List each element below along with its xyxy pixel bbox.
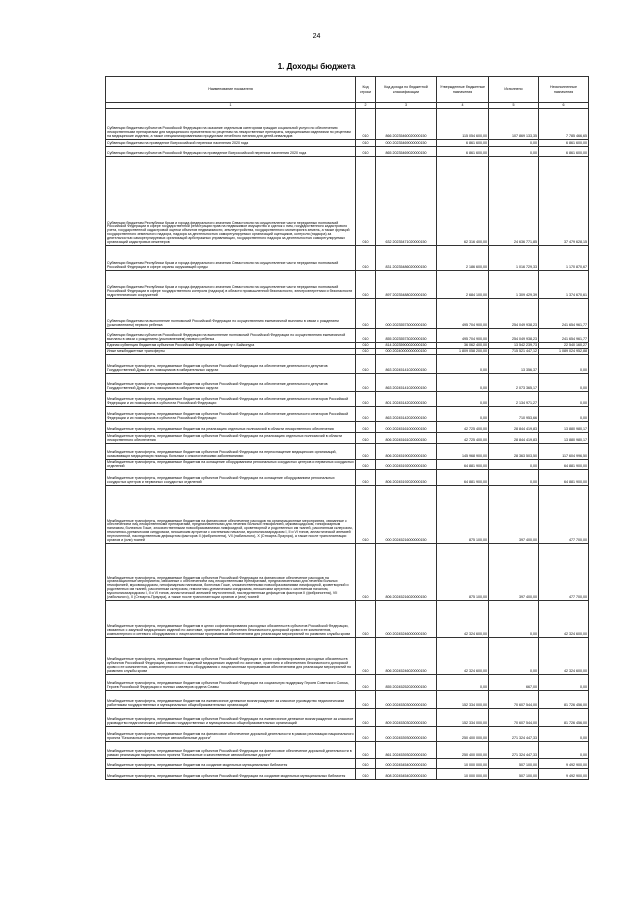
table-row [106,769,589,780]
row-executed: 28 844 419,83 [489,433,539,444]
row-approved: 42 725 400,00 [437,433,489,444]
row-name: Межбюджетные трансферты, передаваемые бюджетам на финансовое обеспечение расходов на организационные мероприятия, связанные с обеспечением лиц лекарственными препаратами, предназначенными для лечения больных гемофилией, муковисцидозом, гипофизарным нанизмом, болезнью Гоше, злокачественными новообразованиями лимфоидной, кроветворной и родственных им тканей, рассеянным склерозом, гемолитико-уремическим синдромом, юношеским артритом с системным началом, мукополисахаридозом I, II и VI типов, апластической анемией неуточненной, наследственным дефицитом факторов II (фибриногена), VII (лабильного), X (Стюарта-Прауэра), а также после трансплантации органов и (или) тканей [106,486,356,544]
row-approved: 495 704 900,00 [437,329,489,343]
row-approved: 1 809 058 200,00 [437,349,489,355]
row-executed: 507 100,00 [489,759,539,769]
row-line-code: 010 [356,727,376,742]
row-name: Единая субвенция бюджетам субъектов Российской Федерации и бюджету г. Байконура [106,343,356,349]
header-executed: Исполнено [489,77,539,103]
row-income-code: 000 20245216000000150 [376,486,437,544]
row-income-code: 000 20245192000000150 [376,460,437,470]
row-unexecuted: 13 880 980,17 [539,422,589,433]
row-line-code: 010 [356,544,376,601]
row-executed: 271 324 447,33 [489,742,539,759]
row-name: Межбюджетные трансферты, передаваемые бюджетам на создание модельных муниципальных библиотек [106,759,356,769]
row-unexecuted: 9 492 900,00 [539,769,589,780]
table-row [106,374,589,392]
row-name: Межбюджетные трансферты, передаваемые бюджетам субъектов Российской Федерации на реализацию отдельных полномочий в области лекарственного обеспечения [106,433,356,444]
row-approved: 42 324 600,00 [437,601,489,638]
column-number: 1 [106,103,356,109]
row-unexecuted: 9 492 900,00 [539,759,589,769]
row-executed: 0,00 [489,470,539,486]
row-line-code: 010 [356,769,376,780]
row-name: Субвенции бюджетам субъектов Российской Федерации на оказание отдельным категориям граждан социальной услуги по обеспечению лекарственными препаратами для медицинского применения по рецептам на лекарственные препараты, медицинскими изделиями по рецептам на медицинские изделия, а также специализированными продуктами лечебного питания для детей-инвалидов [106,109,356,140]
row-approved: 250 400 000,00 [437,727,489,742]
header-unexecuted: Неисполненные назначения [539,77,589,103]
table-row [106,299,589,329]
row-unexecuted: 477 700,00 [539,486,589,544]
row-approved: 64 881 900,00 [437,470,489,486]
row-line-code: 010 [356,147,376,157]
row-unexecuted: 0,00 [539,374,589,392]
row-approved: 250 400 000,00 [437,742,489,759]
row-unexecuted: 477 700,00 [539,544,589,601]
row-income-code: 865 20235469020000150 [376,147,437,157]
row-unexecuted: 0,00 [539,675,589,691]
row-income-code: 897 20235488020000150 [376,271,437,299]
table-row [106,544,589,601]
table-row [106,329,589,343]
row-line-code: 010 [356,246,376,271]
table-row [106,140,589,147]
row-approved: 10 000 000,00 [437,759,489,769]
row-unexecuted: 0,00 [539,355,589,374]
row-unexecuted: 64 881 900,00 [539,460,589,470]
table-row [106,109,589,140]
table-row [106,675,589,691]
row-executed: 0,00 [489,601,539,638]
column-number: 3 [376,103,437,109]
row-executed: 13 542 239,73 [489,343,539,349]
table-row [106,444,589,460]
row-name: Субвенции бюджетам Республики Крым и города федерального значения Севастополя на осуществление части переданных полномочий Российской Федерации в сфере охраны окружающей среды [106,246,356,271]
row-income-code: 000 20245454000000150 [376,759,437,769]
header-approved: Утвержденные бюджетные назначения [437,77,489,103]
row-income-code: 632 20235471020000150 [376,157,437,246]
row-line-code: 010 [356,601,376,638]
row-executed: 254 049 938,23 [489,329,539,343]
row-line-code: 010 [356,444,376,460]
row-income-code: 863 20245141020000150 [376,355,437,374]
table-row [106,157,589,246]
table-row [106,355,589,374]
row-unexecuted: 13 880 980,17 [539,433,589,444]
row-line-code: 010 [356,343,376,349]
row-income-code: 000 20240000000000150 [376,349,437,355]
table-row [106,691,589,709]
row-name: Субвенции бюджетам на проведение Всероссийской переписи населения 2020 года [106,140,356,147]
row-name: Межбюджетные трансферты, передаваемые бюджетам субъектов Российской Федерации на финансовое обеспечение расходов на организационные мероприятия, связанные с обеспечением лиц лекарственными препаратами, предназначенными для лечения больных гемофилией, муковисцидозом, гипофизарным нанизмом, болезнью Гоше, злокачественными новообразованиями лимфоидной, кроветворной и родственных им тканей, рассеянным склерозом, гемолитико-уремическим синдромом, юношеским артритом с системным началом, мукополисахаридозом I, II и VI типов, апластической анемией неуточненной, наследственным дефицитом факторов II (фибриногена), VII (лабильного), X (Стюарта-Прауэра), а также после трансплантации органов и (или) тканей [106,544,356,601]
row-name: Иные межбюджетные трансферты [106,349,356,355]
table-row [106,433,589,444]
row-line-code: 010 [356,742,376,759]
row-name: Субвенции бюджетам на выполнение полномочий Российской Федерации по осуществлению ежемесячной выплаты в связи с рождением (усыновлением) первого ребенка [106,299,356,329]
row-line-code: 010 [356,271,376,299]
row-approved: 2 186 600,00 [437,246,489,271]
row-unexecuted: 1 374 670,61 [539,271,589,299]
income-table [105,76,589,780]
row-income-code: 814 20235900020000150 [376,343,437,349]
row-approved: 6 861 600,00 [437,140,489,147]
table-row [106,709,589,727]
row-unexecuted: 0,00 [539,742,589,759]
row-executed: 2 134 971,27 [489,392,539,407]
table-row [106,486,589,544]
row-income-code: 000 20235573000000150 [376,299,437,329]
row-unexecuted: 6 861 600,00 [539,147,589,157]
row-income-code: 801 20245142020000150 [376,392,437,407]
table-row [106,727,589,742]
row-approved: 152 334 000,00 [437,691,489,709]
row-executed: 254 049 938,23 [489,299,539,329]
row-line-code: 010 [356,691,376,709]
row-line-code: 010 [356,422,376,433]
row-unexecuted: 117 604 996,50 [539,444,589,460]
row-approved: 10 000 000,00 [437,769,489,780]
table-row [106,271,589,299]
row-executed: 28 844 419,83 [489,422,539,433]
table-row [106,407,589,422]
row-unexecuted: 64 881 900,00 [539,470,589,486]
row-approved: 0,00 [437,675,489,691]
row-line-code: 010 [356,638,376,675]
row-unexecuted: 6 861 600,00 [539,140,589,147]
row-unexecuted: 81 726 456,00 [539,709,589,727]
row-line-code: 010 [356,157,376,246]
row-unexecuted: 241 654 961,77 [539,299,589,329]
table-row [106,742,589,759]
row-line-code: 010 [356,349,376,355]
row-unexecuted: 42 324 600,00 [539,638,589,675]
row-line-code: 010 [356,470,376,486]
row-executed: 397 400,00 [489,544,539,601]
row-executed: 0,00 [489,638,539,675]
row-name: Межбюджетные трансферты, передаваемые бюджетам субъектов Российской Федерации на оснащение оборудованием региональных сосудистых центров и первичных сосудистых отделений [106,470,356,486]
row-unexecuted: 37 479 628,15 [539,157,589,246]
row-unexecuted: 7 785 466,65 [539,109,589,140]
row-approved: 0,00 [437,407,489,422]
row-executed: 70 607 544,00 [489,691,539,709]
row-approved: 6 861 600,00 [437,147,489,157]
row-income-code: 855 20235573020000150 [376,329,437,343]
row-executed: 710 953,66 [489,407,539,422]
row-income-code: 863 20245141020000150 [376,374,437,392]
row-approved: 875 100,00 [437,486,489,544]
row-executed: 0,00 [489,147,539,157]
column-number: 5 [489,103,539,109]
row-name: Межбюджетные трансферты, передаваемые бюджетам субъектов Российской Федерации на обеспечение деятельности сенаторов Российской Федерации и их помощников в субъектах Российской Федерации [106,392,356,407]
header-line-code: Код строки [356,77,376,103]
row-name: Субвенции бюджетам субъектов Российской Федерации на выполнение полномочий Российской Федерации по осуществлению ежемесячной выплаты в связи с рождением (усыновлением) первого ребенка [106,329,356,343]
row-name: Межбюджетные трансферты, передаваемые бюджетам субъектов Российской Федерации на ежемесячное денежное вознаграждение за классное руководство педагогическим работникам государственных и муниципальных общеобразовательных организаций [106,709,356,727]
row-line-code: 010 [356,675,376,691]
column-number: 4 [437,103,489,109]
row-approved: 875 100,00 [437,544,489,601]
column-number: 6 [539,103,589,109]
table-row [106,392,589,407]
header-income-code: Код дохода по бюджетной классификации [376,77,437,103]
row-unexecuted: 22 540 160,27 [539,343,589,349]
row-approved: 62 316 400,00 [437,157,489,246]
row-approved: 0,00 [437,392,489,407]
row-executed: 667,00 [489,675,539,691]
row-name: Межбюджетные трансферты, передаваемые бюджетам субъектов Российской Федерации на переоснащение медицинских организаций, оказывающих медицинскую помощь больным с онкологическими заболеваниями [106,444,356,460]
table-row [106,470,589,486]
table-row [106,460,589,470]
row-approved: 42 725 400,00 [437,422,489,433]
row-name: Межбюджетные трансферты, передаваемые бюджетам на реализацию отдельных полномочий в области лекарственного обеспечения [106,422,356,433]
row-unexecuted: 1 089 024 952,88 [539,349,589,355]
row-income-code: 806 20245190020000150 [376,444,437,460]
row-approved: 145 968 900,00 [437,444,489,460]
row-income-code: 809 20245303020000150 [376,709,437,727]
row-income-code: 000 20245303000000150 [376,691,437,709]
row-unexecuted: 0,00 [539,407,589,422]
row-income-code: 806 20245192020000150 [376,470,437,486]
table-body [106,109,589,780]
table-header [106,77,589,109]
row-income-code: 000 20245393000000150 [376,727,437,742]
row-income-code: 000 20235469000000150 [376,140,437,147]
row-executed: 70 607 544,00 [489,709,539,727]
row-executed: 715 521 447,12 [489,349,539,355]
row-line-code: 010 [356,109,376,140]
row-line-code: 010 [356,140,376,147]
row-unexecuted: 0,00 [539,392,589,407]
row-name: Межбюджетные трансферты, передаваемые бюджетам на оснащение оборудованием региональных сосудистых центров и первичных сосудистых отделений [107,460,354,469]
row-line-code: 010 [356,407,376,422]
row-unexecuted: 0,00 [539,727,589,742]
header-name: Наименование показателя [106,77,356,103]
row-line-code: 010 [356,433,376,444]
row-income-code: 806 20245246020000150 [376,638,437,675]
row-name: Межбюджетные трансферты, передаваемые бюджетам субъектов Российской Федерации на обеспечение деятельности депутатов Государственной Думы и их помощников в избирательных округах [106,374,356,392]
row-name: Межбюджетные трансферты, передаваемые бюджетам в целях софинансирования расходных обязательств субъектов Российской Федерации, связанных с закупкой медицинских изделий по заготовке, хранению и обеспечению безопасности донорской крови и ее компонентов, компьютерного и сетевого оборудования с лицензионным программным обеспечением для реализации мероприятий по развитию службы крови [106,601,356,638]
row-name: Межбюджетные трансферты, передаваемые бюджетам субъектов Российской Федерации на обеспечение деятельности сенаторов Российской Федерации и их помощников в субъектах Российской Федерации [106,407,356,422]
table-row [106,422,589,433]
row-unexecuted: 1 170 870,67 [539,246,589,271]
row-unexecuted: 81 726 456,00 [539,691,589,709]
row-approved: 0,00 [437,374,489,392]
row-name: Субвенции бюджетам субъектов Российской Федерации на проведение Всероссийской переписи населения 2020 года [106,147,356,157]
row-approved: 0,00 [437,355,489,374]
row-executed: 271 324 447,33 [489,727,539,742]
table-row [106,601,589,638]
row-name: Межбюджетные трансферты, передаваемые бюджетам на ежемесячное денежное вознаграждение за классное руководство педагогическим работникам государственных и муниципальных общеобразовательных организаций [106,691,356,709]
row-income-code: 861 20245393020000150 [376,742,437,759]
row-unexecuted: 241 654 961,77 [539,329,589,343]
row-approved: 36 062 400,00 [437,343,489,349]
row-line-code: 010 [356,299,376,329]
column-number: 2 [356,103,376,109]
row-line-code: 010 [356,759,376,769]
row-executed: 0,00 [489,460,539,470]
table-row [106,759,589,769]
row-executed: 24 636 771,85 [489,157,539,246]
row-executed: 0,00 [489,140,539,147]
row-approved: 2 684 100,00 [437,271,489,299]
table-row [106,147,589,157]
row-name: Межбюджетные трансферты, передаваемые бюджетам субъектов Российской Федерации в целях софинансирования расходных обязательств субъектов Российской Федерации, связанных с закупкой медицинских изделий по заготовке, хранению и обеспечению безопасности донорской крови и ее компонентов, компьютерного и сетевого оборудования с лицензионным программным обеспечением для реализации мероприятий по развитию службы крови [106,638,356,675]
section-title: 1. Доходы бюджета [277,62,356,71]
row-income-code: 866 20235460020000150 [376,109,437,140]
page-number: 24 [312,33,321,40]
row-executed: 1 309 429,39 [489,271,539,299]
row-income-code: 000 20245161000000150 [376,422,437,433]
row-approved: 64 881 900,00 [437,460,489,470]
row-approved: 495 704 900,00 [437,299,489,329]
row-income-code: 831 20235486020000150 [376,246,437,271]
row-unexecuted: 42 324 600,00 [539,601,589,638]
row-name: Межбюджетные трансферты, передаваемые бюджетам на финансовое обеспечение дорожной деятельности в рамках реализации национального проекта "Безопасные и качественные автомобильные дороги" [106,727,356,742]
row-name: Межбюджетные трансферты, передаваемые бюджетам субъектов Российской Федерации на финансовое обеспечение дорожной деятельности в рамках реализации национального проекта "Безопасные и качественные автомобильные дороги" [106,742,356,759]
table-row [106,638,589,675]
income-table-container [105,76,588,780]
row-executed: 397 400,00 [489,486,539,544]
row-name: Субвенции бюджетам Республики Крым и города федерального значения Севастополя на осуществление части переданных полномочий Российской Федерации в сфере государственной регистрации прав на недвижимое имущество и сделок с ним, государственного кадастрового учета, государственной кадастровой оценки объектов недвижимости, землеустройства, государственного мониторинга земель, а также функций государственного земельного надзора, надзора за деятельностью саморегулируемых организаций оценщиков, контроля (надзора) за деятельностью саморегулируемых организаций арбитражных управляющих, государственного надзора за деятельностью саморегулируемых организаций кадастровых инженеров [106,157,356,246]
table-row [106,246,589,271]
row-executed: 107 869 133,35 [489,109,539,140]
row-name: Субвенции бюджетам Республики Крым и города федерального значения Севастополя на осуществление части переданных полномочий Российской Федерации в сфере государственного контроля (надзора) в области промышленной безопасности, электроэнергетики и безопасности гидротехнических сооружений [106,271,356,299]
row-line-code: 010 [356,374,376,392]
row-line-code: 010 [356,486,376,544]
row-income-code: 863 20245142020000150 [376,407,437,422]
row-line-code: 010 [356,355,376,374]
row-line-code: 010 [356,392,376,407]
row-executed: 507 100,00 [489,769,539,780]
row-line-code: 010 [356,709,376,727]
row-line-code: 010 [356,329,376,343]
row-executed: 13 356,37 [489,355,539,374]
row-approved: 152 334 000,00 [437,709,489,727]
row-approved: 115 054 600,00 [437,109,489,140]
row-executed: 2 073 365,17 [489,374,539,392]
row-name: Межбюджетные трансферты, передаваемые бюджетам субъектов Российской Федерации на создание модельных муниципальных библиотек [106,769,356,780]
row-income-code: 855 20245252020000150 [376,675,437,691]
row-approved: 42 324 600,00 [437,638,489,675]
row-income-code: 000 20245246000000150 [376,601,437,638]
row-name: Межбюджетные трансферты, передаваемые бюджетам субъектов Российской Федерации на обеспечение деятельности депутатов Государственной Думы и их помощников в избирательных округах [106,355,356,374]
row-line-code: 010 [356,460,376,470]
row-name: Межбюджетные трансферты, передаваемые бюджетам субъектов Российской Федерации на социальную поддержку Героев Советского Союза, Героев Российской Федерации и полных кавалеров ордена Славы [106,675,356,691]
row-executed: 28 363 503,50 [489,444,539,460]
row-income-code: 808 20245454020000150 [376,769,437,780]
row-income-code: 806 20245161020000150 [376,433,437,444]
row-income-code: 806 20245216020000150 [376,544,437,601]
row-executed: 1 016 729,33 [489,246,539,271]
